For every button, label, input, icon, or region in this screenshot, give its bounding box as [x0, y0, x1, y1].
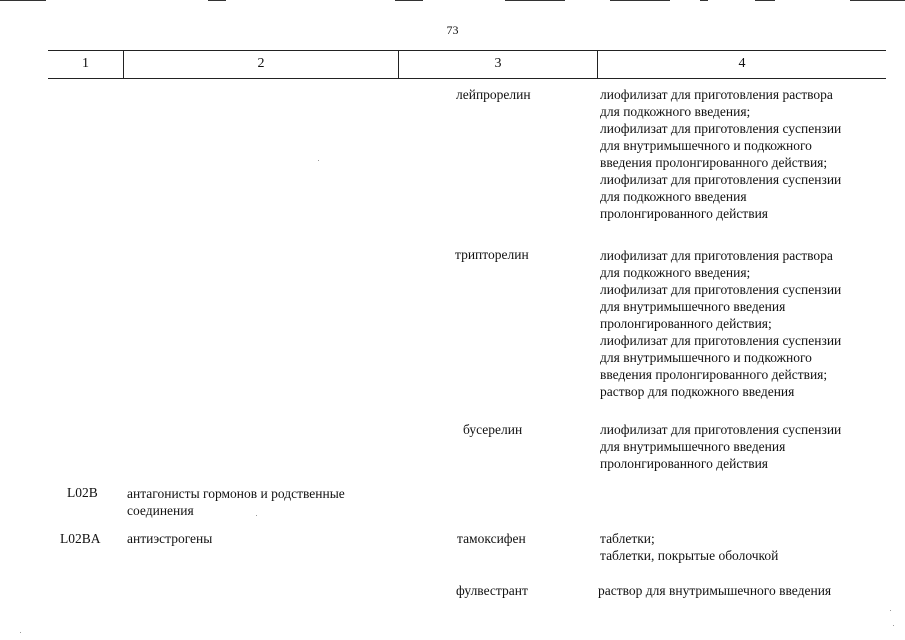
dosage-form-line: для внутримышечного и подкожного: [600, 350, 812, 365]
column-header-2: 2: [257, 56, 265, 71]
scan-speck: [20, 632, 21, 633]
dosage-form-line: лиофилизат для приготовления суспензии: [600, 422, 842, 437]
scan-speck: [318, 160, 319, 161]
dosage-form-line: таблетки;: [600, 531, 655, 546]
dosage-form-line: лиофилизат для приготовления раствора: [600, 87, 833, 102]
table-header-bottom-rule: [48, 78, 886, 79]
dosage-form-line: лиофилизат для приготовления суспензии: [600, 282, 842, 297]
scan-edge-line: [610, 0, 670, 1]
dosage-form-line: лиофилизат для приготовления суспензии: [600, 172, 842, 187]
dosage-form-line: для внутримышечного введения: [600, 299, 786, 314]
dosage-form-line: лиофилизат для приготовления суспензии: [600, 333, 842, 348]
scan-edge-line: [208, 0, 226, 1]
scan-edge-line: [700, 0, 708, 1]
dosage-form-line: для внутримышечного введения: [600, 439, 786, 454]
column-header-4: 4: [738, 56, 746, 71]
scan-edge-line: [850, 0, 905, 1]
drug-name: тамоксифен: [457, 531, 526, 546]
scan-edge-line: [0, 0, 46, 1]
dosage-form-line: для подкожного введения;: [600, 265, 751, 280]
scan-edge-line: [505, 0, 565, 1]
drug-name: бусерелин: [463, 422, 523, 437]
scan-edge-line: [395, 0, 423, 1]
dosage-form-line: таблетки, покрытые оболочкой: [600, 548, 779, 563]
atc-code: L02BA: [60, 531, 101, 546]
atc-group-name: соединения: [127, 503, 194, 518]
dosage-form-line: для подкожного введения;: [600, 104, 751, 119]
page-number: 73: [446, 23, 459, 37]
drug-name: трипторелин: [455, 247, 529, 262]
dosage-form-line: пролонгированного действия;: [600, 316, 772, 331]
dosage-form-line: раствор для внутримышечного введения: [598, 583, 832, 598]
dosage-form-line: введения пролонгированного действия;: [600, 155, 828, 170]
atc-group-name: антиэстрогены: [127, 531, 213, 546]
table-header-top-rule: [48, 50, 886, 51]
dosage-form-line: лиофилизат для приготовления раствора: [600, 248, 833, 263]
scan-speck: [893, 625, 894, 626]
atc-group-name: антагонисты гормонов и родственные: [127, 486, 345, 501]
dosage-form-line: для внутримышечного и подкожного: [600, 138, 812, 153]
atc-code: L02B: [67, 485, 98, 500]
dosage-form-line: введения пролонгированного действия;: [600, 367, 828, 382]
column-header-1: 1: [82, 56, 89, 71]
scan-speck: [256, 515, 257, 516]
column-header-3: 3: [494, 56, 502, 71]
dosage-form-line: для подкожного введения: [600, 189, 747, 204]
drug-name: лейпрорелин: [456, 87, 531, 102]
drug-name: фулвестрант: [456, 583, 528, 598]
scan-speck: [890, 610, 891, 611]
dosage-form-line: лиофилизат для приготовления суспензии: [600, 121, 842, 136]
scan-edge-line: [755, 0, 775, 1]
dosage-form-line: пролонгированного действия: [600, 206, 769, 221]
dosage-form-line: пролонгированного действия: [600, 456, 769, 471]
dosage-form-line: раствор для подкожного введения: [600, 384, 795, 399]
